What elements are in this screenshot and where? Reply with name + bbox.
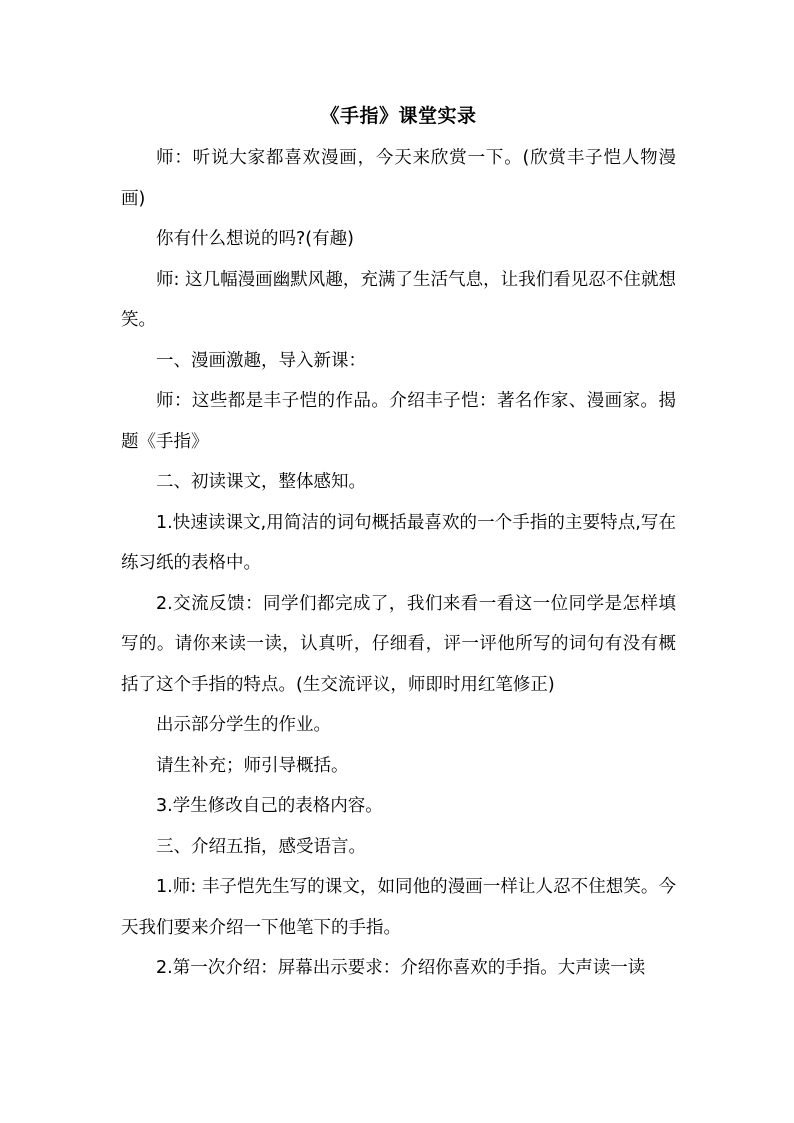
paragraph-4: 一、漫画激趣，导入新课： [156, 350, 366, 371]
paragraph-1: 师：听说大家都喜欢漫画，今天来欣赏一下。(欣赏丰子恺人物漫画) [121, 148, 676, 209]
paragraph-5: 师：这些都是丰子恺的作品。介绍丰子恺：著名作家、漫画家。揭题《手指》 [121, 391, 676, 452]
paragraph-12: 三、介绍五指，感受语言。 [156, 836, 366, 857]
paragraph-6: 二、初读课文，整体感知。 [156, 472, 366, 492]
paragraph-10: 请生补充；师引导概括。 [156, 755, 349, 776]
paragraph-9: 出示部分学生的作业。 [156, 715, 331, 735]
paragraph-3: 师: 这几幅漫画幽默风趣，充满了生活气息，让我们看见忍不住就想笑。 [121, 269, 676, 330]
paragraph-2: 你有什么想说的吗?(有趣) [156, 229, 354, 249]
paragraph-11: 3.学生修改自己的表格内容。 [156, 796, 383, 816]
paragraph-8: 2.交流反馈：同学们都完成了，我们来看一看这一位同学是怎样填写的。请你来读一读，认真听，仔细看，评一评他所写的词句有没有概括了这个手指的特点。(生交流评议，师即时用红笔修正) [121, 593, 676, 695]
paragraph-7: 1.快速读课文,用简洁的词句概括最喜欢的一个手指的主要特点,写在练习纸的表格中。 [121, 512, 676, 573]
paragraph-13: 1.师: 丰子恺先生写的课文，如同他的漫画一样让人忍不住想笑。今天我们要来介绍一下他笔下的手指。 [121, 877, 676, 938]
paragraph-14: 2.第一次介绍：屏幕出示要求：介绍你喜欢的手指。大声读一读 [156, 958, 646, 978]
document-title: 《手指》课堂实录 [320, 105, 477, 127]
document-page [121, 100, 676, 989]
